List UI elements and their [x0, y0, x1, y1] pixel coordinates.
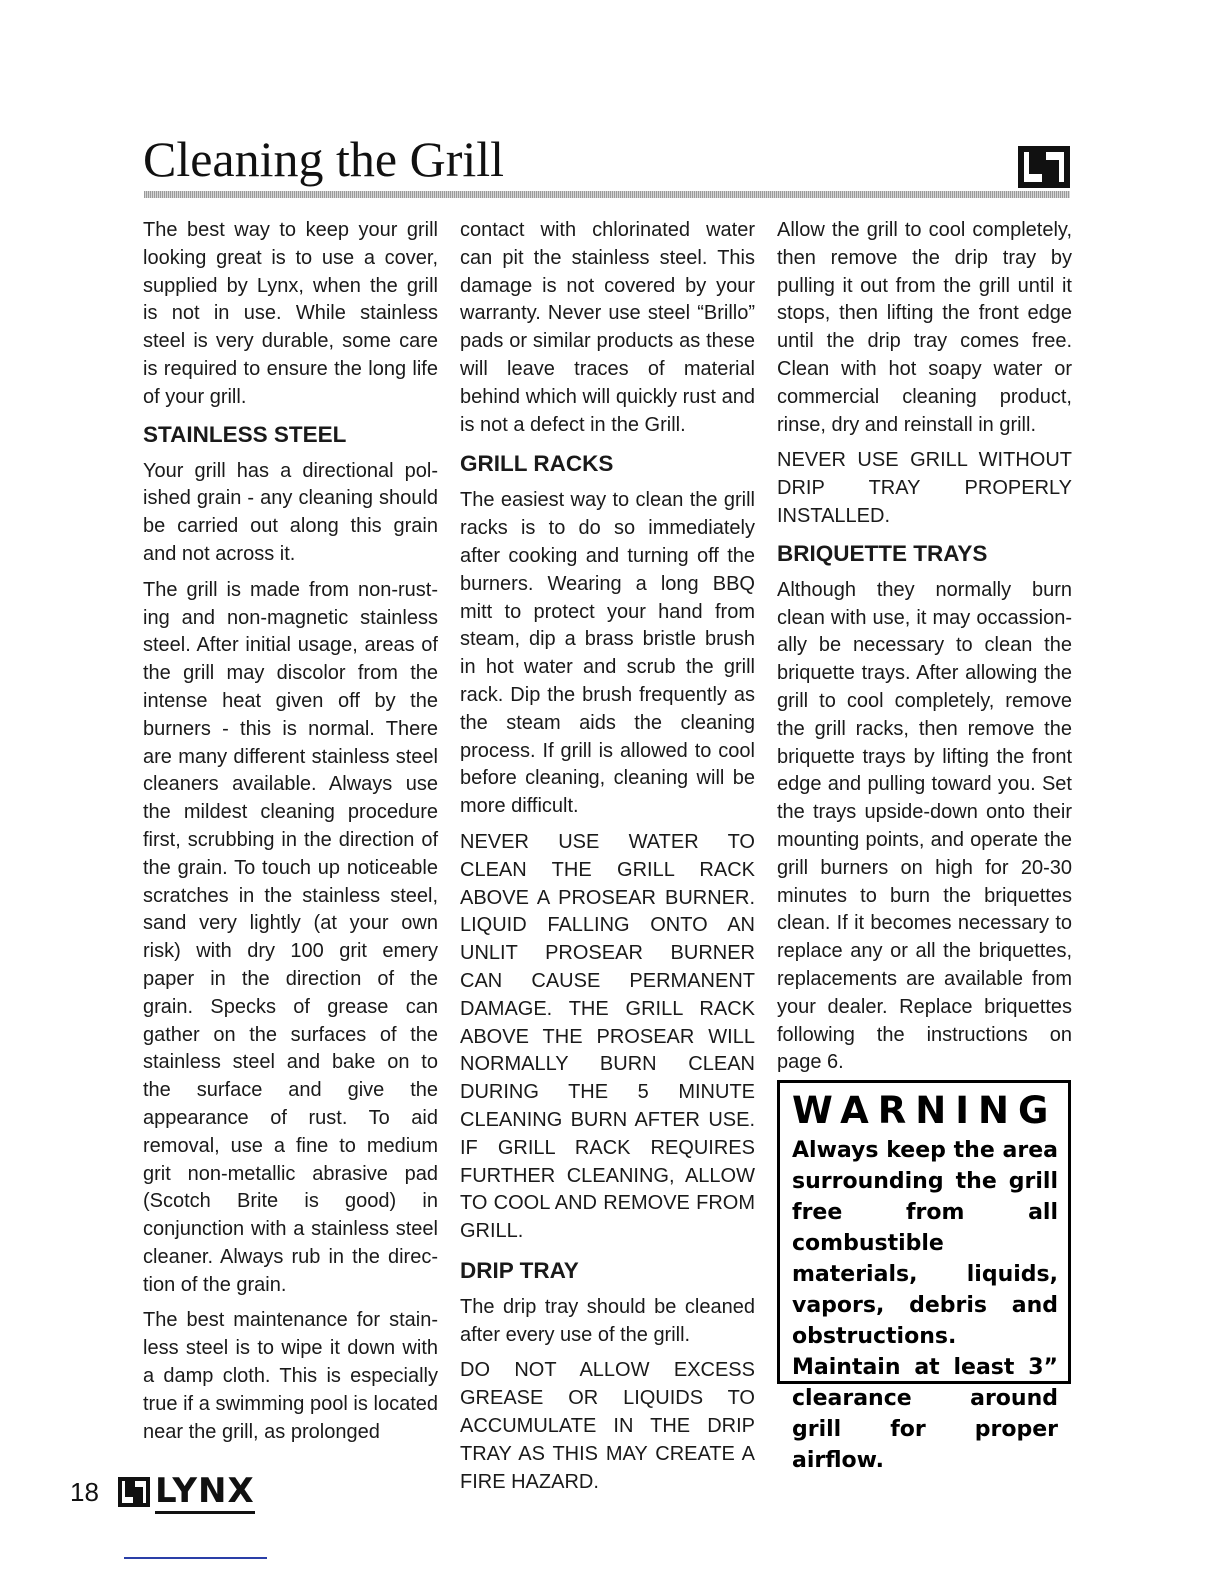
column-2	[460, 217, 755, 1504]
page-number: 18	[70, 1477, 99, 1507]
drip-tray-removal-paragraph: Allow the grill to cool completely, then remove the drip tray by pulling it out from the grill until it stops, then lifting the front edge until the drip tray comes free. Clean with hot soapy water or commercial cleaning product, rinse, dry and reinstall in grill.	[777, 219, 1072, 436]
brand-wordmark: LYNX	[155, 1471, 255, 1514]
title-divider	[144, 191, 1070, 198]
drip-tray-paragraph: The drip tray should be cleaned after every use of the grill.	[460, 1295, 755, 1346]
stainless-paragraph-1: Your grill has a directional polished grain - any cleaning should be carried out along this grain and not across it.	[143, 459, 438, 565]
drip-tray-notice: NEVER USE GRILL WITHOUT DRIP TRAY PROPERLY INSTALLED.	[777, 449, 1072, 527]
grill-racks-caution: NEVER USE WATER TO CLEAN THE GRILL RACK ABOVE A PROSEAR BURNER. LIQUID FALLING ONTO AN UNLIT PROSEAR BURNER CAN CAUSE PERMANENT DAMAGE. THE GRILL RACK ABOVE THE PROSEAR WILL NORMALLY BURN CLEAN DURING THE 5 MINUTE CLEANING BURN AFTER USE. IF GRILL RACK REQUIRES FURTHER CLEANING, ALLOW TO COOL AND REMOVE FROM GRILL.	[460, 830, 755, 1243]
drip-tray-heading: DRIP TRAY	[460, 1257, 579, 1283]
stainless-paragraph-2: The grill is made from non-rusting and non-magnetic stainless steel. After initial usage, areas of the grill may discolor from the intense heat given off by the burners - this is normal. There are many different stainless steel cleaners available. Always use the mildest cleaning procedure first, scrubbing in the direction of the grain. To touch up noticeable scratches in the stainless steel, sand very lightly (at your own risk) with dry 100 grit emery paper in the direction of the grain. Specks of grease can gather on the surfaces of the stainless steel and bake on to the surface and give the appearance of rust. To aid removal, use a fine to medium grit non-metallic abrasive pad (Scotch Brite is good) in conjunction with a stainless steel cleaner. Always rub in the direction of the grain.	[143, 578, 438, 1296]
drip-tray-caution: DO NOT ALLOW EXCESS GREASE OR LIQUIDS TO ACCUMULATE IN THE DRIP TRAY AS THIS MAY CREATE A FIRE HAZARD.	[460, 1359, 755, 1493]
briquette-trays-paragraph: Although they normally burn clean with use, it may occassionally be necessary to clean the briquette trays. After allowing the grill to cool completely, remove the grill racks, then remove the briquette trays by lifting the front edge and pulling toward you. Set the trays upside-down onto their mounting points, and operate the grill burners on high for 20-30 minutes to burn the briquettes clean. If it becomes necessary to replace any or all the briquettes, replacements are available from your dealer. Replace briquettes following the instructions on page 6.	[777, 578, 1072, 1074]
warning-text: Always keep the area surrounding the grill free from all combustible materials, liquids, vapors, debris and obstructions. Maintain at least 3” clearance around grill for proper airflow.	[792, 1138, 1058, 1473]
column-3	[777, 217, 1072, 1085]
warning-box	[777, 1080, 1071, 1473]
column-1	[143, 217, 438, 1454]
grill-racks-heading: GRILL RACKS	[460, 451, 614, 477]
intro-paragraph: The best way to keep your grill looking great is to use a cover, supplied by Lynx, when the grill is not in use. While stainless steel is very durable, some care is required to ensure the long life of your grill.	[143, 219, 438, 408]
stainless-continued-paragraph: contact with chlorinated water can pit the stainless steel. This damage is not covered by your warranty. Never use steel “Brillo” pads or similar products as these will leave traces of material behind which will quickly rust and is not a defect in the Grill.	[460, 219, 755, 436]
footer-logo-icon	[118, 1477, 150, 1507]
stainless-paragraph-3: The best maintenance for stainless steel is to wipe it down with a damp cloth. This is especially true if a swimming pool is located near the grill, as prolonged	[143, 1309, 438, 1443]
footer-rule	[124, 1557, 267, 1559]
lynx-logo-icon	[1018, 146, 1070, 188]
stainless-steel-heading: STAINLESS STEEL	[143, 421, 347, 447]
briquette-trays-heading: BRIQUETTE TRAYS	[777, 540, 988, 566]
grill-racks-paragraph: The easiest way to clean the grill racks is to do so immediately after cooking and turning off the burners. Wearing a long BBQ mitt to protect your hand from steam, dip a brass bristle brush in hot water and scrub the grill rack. Dip the brush frequently as the steam aids the cleaning process. If grill is allowed to cool before cleaning, cleaning will be more difficult.	[460, 489, 755, 818]
page-title: Cleaning the Grill	[143, 131, 505, 187]
warning-title: WARNING	[792, 1089, 1058, 1132]
